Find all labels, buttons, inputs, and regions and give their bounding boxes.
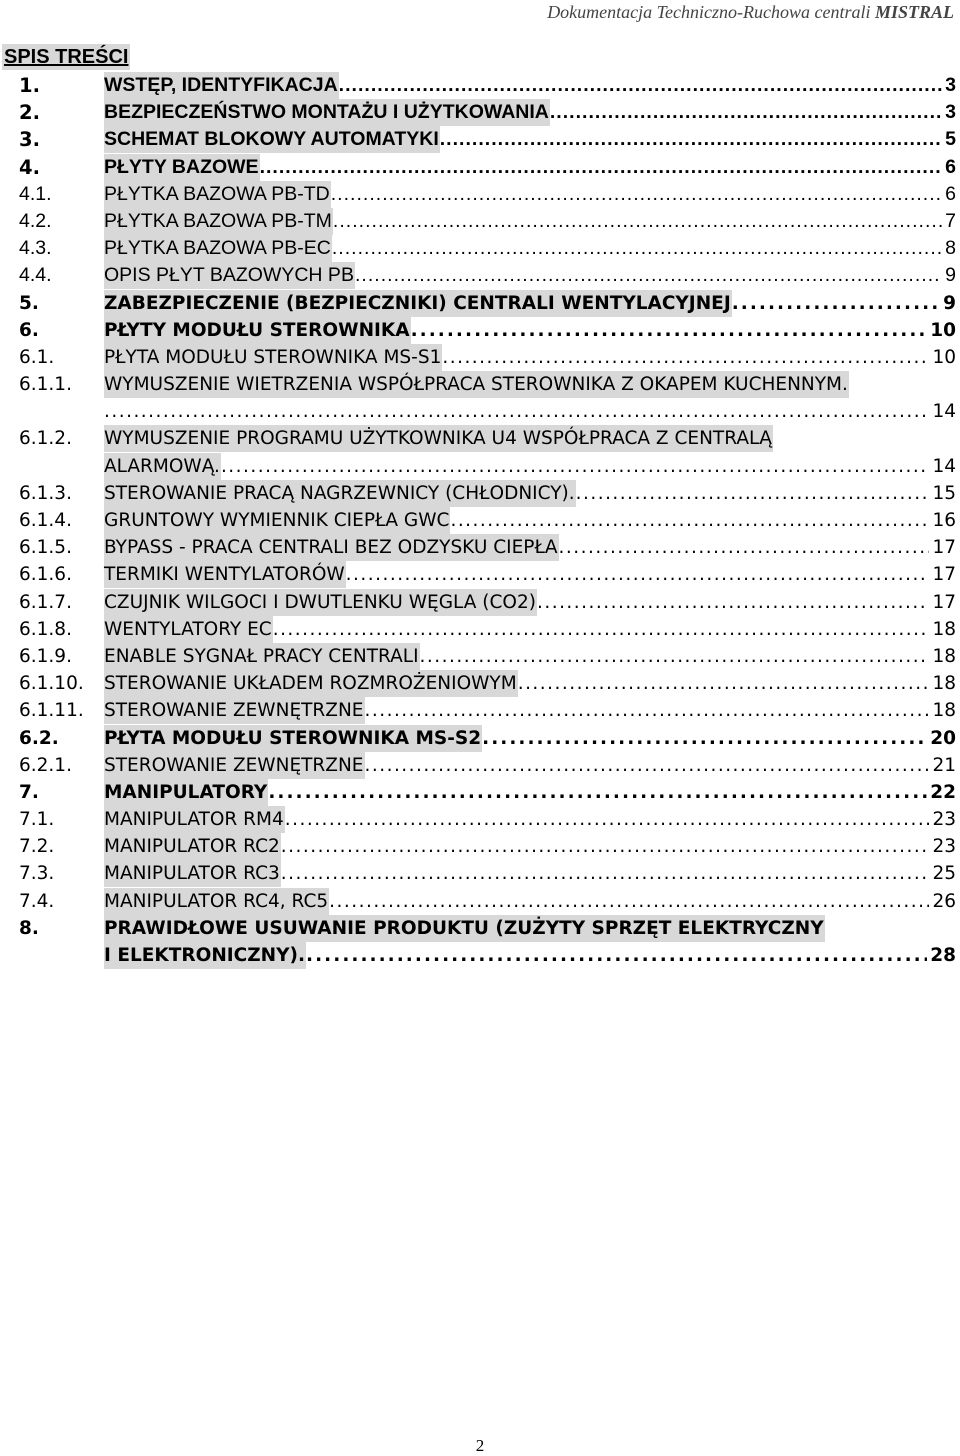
toc-entry-text — [104, 99, 956, 126]
toc-entry-text — [104, 262, 956, 289]
toc-entry-page: 3 — [945, 101, 956, 124]
toc-entry-page: 17 — [932, 591, 956, 613]
toc-entry-text — [104, 425, 956, 452]
toc-entry-page: 15 — [932, 482, 956, 504]
toc-dot-leader — [268, 779, 927, 806]
toc-entry-label: WSTĘP, IDENTYFIKACJA — [104, 72, 339, 99]
toc-entry-text — [104, 833, 956, 860]
toc-entry-page: 8 — [945, 237, 956, 260]
toc-entry-label: SCHEMAT BLOKOWY AUTOMATYKI — [104, 126, 440, 153]
toc-entry[interactable] — [0, 371, 960, 398]
toc-entry-text — [104, 860, 956, 887]
toc-entry-page: 14 — [932, 455, 956, 477]
toc-entry-number: 6.1.11. — [19, 700, 84, 722]
toc-entry-text — [104, 507, 956, 534]
table-of-contents — [0, 72, 960, 969]
toc-entry-number: 6.1.7. — [19, 591, 72, 613]
header-prefix: Dokumentacja Techniczno-Ruchowa centrali — [547, 2, 875, 22]
toc-entry-number: 6. — [19, 319, 39, 341]
toc-entry-text — [104, 806, 956, 833]
toc-entry-number: 6.1.10. — [19, 673, 84, 695]
toc-entry-text — [104, 72, 956, 99]
toc-entry-label: STEROWANIE PRACĄ NAGRZEWNICY (CHŁODNICY). — [104, 480, 576, 507]
toc-entry-label: ZABEZPIECZENIE (BEZPIECZNIKI) CENTRALI WENTYLACYJNEJ — [104, 290, 732, 317]
toc-entry-label: MANIPULATOR RC4, RC5 — [104, 888, 329, 915]
toc-entry-label: PŁYTKA BAZOWA PB-EC — [104, 235, 332, 262]
toc-entry-continuation[interactable] — [0, 453, 960, 480]
toc-entry-text — [104, 616, 956, 643]
toc-entry-page: 21 — [932, 754, 956, 776]
toc-entry-page: 23 — [932, 809, 956, 831]
toc-dot-leader — [104, 398, 929, 425]
toc-entry[interactable] — [0, 126, 960, 153]
toc-entry-label: PŁYTY BAZOWE — [104, 154, 260, 181]
toc-entry[interactable] — [0, 888, 960, 915]
toc-entry[interactable] — [0, 915, 960, 942]
toc-entry-page: 16 — [932, 510, 956, 531]
toc-entry-number: 6.1.8. — [19, 618, 72, 640]
toc-entry-page: 6 — [945, 155, 956, 178]
toc-entry-text — [104, 126, 956, 153]
toc-entry-page: 7 — [945, 209, 956, 232]
toc-entry[interactable] — [0, 99, 960, 126]
toc-dot-leader — [331, 181, 942, 208]
toc-entry-text — [104, 480, 956, 507]
page-number: 2 — [475, 1436, 485, 1455]
toc-entry-label: PŁYTA MODUŁU STEROWNIKA MS-S1 — [104, 344, 442, 371]
toc-entry-number: 8. — [19, 917, 39, 939]
toc-entry-text — [104, 779, 956, 806]
toc-entry-number: 7.2. — [19, 836, 55, 858]
toc-dot-leader — [537, 589, 929, 616]
toc-entry-text — [104, 670, 956, 697]
toc-entry-number: 7.1. — [19, 809, 55, 831]
toc-entry-page: 9 — [943, 292, 956, 314]
toc-entry-text — [104, 888, 956, 915]
toc-entry-text — [104, 752, 956, 779]
toc-entry-text — [104, 290, 956, 317]
toc-dot-leader — [518, 670, 930, 697]
toc-dot-leader — [333, 208, 942, 235]
toc-dot-leader — [281, 860, 930, 887]
toc-entry-text — [104, 725, 956, 752]
toc-entry-label-continuation: I ELEKTRONICZNY). — [104, 942, 306, 969]
toc-entry[interactable] — [0, 860, 960, 887]
toc-entry[interactable] — [0, 643, 960, 670]
toc-dot-leader — [550, 99, 942, 126]
toc-entry-text — [104, 235, 956, 262]
toc-entry-number: 7.3. — [19, 863, 55, 885]
toc-entry-page: 17 — [932, 537, 956, 559]
toc-entry-page: 3 — [945, 74, 956, 96]
toc-dot-leader — [482, 725, 927, 752]
toc-entry-page: 17 — [932, 564, 956, 586]
toc-entry-number: 6.1.9. — [19, 645, 72, 667]
toc-dot-leader — [221, 453, 930, 480]
toc-entry-number: 6.2. — [19, 727, 59, 749]
toc-entry[interactable] — [0, 752, 960, 779]
toc-entry-label-continuation: ALARMOWĄ. — [104, 453, 221, 480]
toc-dot-leader — [442, 344, 929, 371]
toc-entry-text — [104, 942, 956, 969]
toc-entry-number: 7.4. — [19, 890, 55, 912]
toc-entry-number: 4.4. — [19, 264, 52, 287]
toc-entry-text — [104, 317, 956, 344]
toc-dot-leader — [450, 507, 929, 534]
toc-entry-page: 28 — [930, 945, 956, 966]
toc-entry-page: 23 — [932, 836, 956, 858]
toc-entry[interactable] — [0, 317, 960, 344]
toc-entry[interactable] — [0, 290, 960, 317]
toc-entry[interactable] — [0, 833, 960, 860]
toc-entry-label: PŁYTKA BAZOWA PB-TD — [104, 181, 331, 208]
toc-entry-label: TERMIKI WENTYLATORÓW — [104, 561, 346, 588]
toc-entry-label: STEROWANIE ZEWNĘTRZNE — [104, 752, 365, 779]
toc-entry-number: 4. — [19, 155, 40, 179]
toc-entry-page: 6 — [945, 182, 956, 205]
toc-entry-label: MANIPULATORY — [104, 779, 268, 806]
toc-entry[interactable] — [0, 72, 960, 99]
toc-entry-label: CZUJNIK WILGOCI I DWUTLENKU WĘGLA (CO2) — [104, 589, 537, 616]
toc-entry-number: 7. — [19, 781, 39, 803]
toc-entry-page: 18 — [932, 673, 956, 695]
toc-entry-number: 2. — [19, 101, 40, 125]
toc-entry-page: 10 — [930, 319, 956, 341]
toc-entry-text — [104, 371, 956, 398]
toc-entry[interactable] — [0, 725, 960, 752]
toc-entry-label: MANIPULATOR RM4 — [104, 806, 285, 833]
toc-dot-leader — [420, 643, 930, 670]
toc-entry[interactable] — [0, 208, 960, 235]
toc-entry-page: 10 — [932, 346, 956, 368]
toc-entry-number: 6.1. — [19, 346, 55, 368]
toc-entry-text — [104, 534, 956, 561]
toc-dot-leader — [273, 616, 930, 643]
toc-entry-label: OPIS PŁYT BAZOWYCH PB — [104, 262, 355, 289]
toc-entry-continuation[interactable] — [0, 942, 960, 969]
toc-dot-leader — [732, 290, 940, 317]
toc-entry-label: WYMUSZENIE WIETRZENIA WSPÓŁPRACA STEROWNIKA Z OKAPEM KUCHENNYM. — [104, 371, 849, 398]
toc-entry-label: PŁYTA MODUŁU STEROWNIKA MS-S2 — [104, 725, 482, 752]
toc-entry-page: 14 — [932, 401, 956, 423]
toc-entry-label: WENTYLATORY EC — [104, 616, 273, 643]
toc-entry-text — [104, 697, 956, 724]
toc-entry-label: PRAWIDŁOWE USUWANIE PRODUKTU (ZUŻYTY SPRZĘT ELEKTRYCZNY — [104, 915, 825, 942]
toc-entry-page: 5 — [945, 128, 956, 151]
toc-entry-number: 6.1.4. — [19, 510, 72, 531]
toc-dot-leader — [365, 697, 930, 724]
toc-dot-leader — [260, 154, 943, 181]
toc-entry-text — [104, 154, 956, 181]
toc-entry-page: 25 — [932, 863, 956, 885]
toc-entry[interactable] — [0, 806, 960, 833]
toc-entry-number: 6.1.2. — [19, 428, 72, 450]
toc-dot-leader — [329, 888, 929, 915]
toc-entry-page: 18 — [932, 618, 956, 640]
document-header — [547, 2, 954, 23]
toc-entry-text — [104, 344, 956, 371]
toc-entry-text — [104, 561, 956, 588]
toc-entry[interactable] — [0, 480, 960, 507]
toc-entry[interactable] — [0, 670, 960, 697]
toc-entry[interactable] — [0, 425, 960, 452]
toc-dot-leader — [332, 235, 942, 262]
toc-dot-leader — [440, 126, 942, 153]
toc-entry[interactable] — [0, 534, 960, 561]
header-brand: MISTRAL — [874, 2, 954, 22]
toc-entry-label: MANIPULATOR RC3 — [104, 860, 281, 887]
toc-entry-page: 20 — [930, 727, 956, 749]
toc-dot-leader — [306, 942, 927, 969]
toc-entry-label: STEROWANIE ZEWNĘTRZNE — [104, 697, 365, 724]
toc-entry-text — [104, 643, 956, 670]
toc-entry-continuation[interactable] — [0, 398, 960, 425]
toc-entry-number: 5. — [19, 292, 39, 314]
toc-entry-text — [104, 208, 956, 235]
toc-entry-label: WYMUSZENIE PROGRAMU UŻYTKOWNIKA U4 WSPÓŁPRACA Z CENTRALĄ — [104, 425, 773, 452]
toc-entry-label: PŁYTKA BAZOWA PB-TM — [104, 208, 333, 235]
toc-entry[interactable] — [0, 779, 960, 806]
toc-entry[interactable] — [0, 154, 960, 181]
toc-entry[interactable] — [0, 561, 960, 588]
toc-entry[interactable] — [0, 262, 960, 289]
toc-dot-leader — [346, 561, 930, 588]
toc-entry-label: PŁYTY MODUŁU STEROWNIKA — [104, 317, 411, 344]
toc-entry-text — [104, 589, 956, 616]
toc-entry-label: GRUNTOWY WYMIENNIK CIEPŁA GWC — [104, 507, 450, 534]
toc-entry-number: 4.3. — [19, 237, 52, 260]
toc-entry-number: 6.1.3. — [19, 482, 72, 504]
toc-entry[interactable] — [0, 616, 960, 643]
toc-dot-leader — [355, 262, 942, 289]
toc-entry-page: 9 — [945, 264, 956, 287]
toc-entry[interactable] — [0, 507, 960, 534]
toc-entry-text — [104, 398, 956, 425]
toc-entry-text — [104, 181, 956, 208]
toc-entry[interactable] — [0, 589, 960, 616]
toc-dot-leader — [365, 752, 930, 779]
toc-entry-page: 26 — [932, 890, 956, 912]
toc-entry-number: 3. — [19, 128, 40, 152]
toc-entry-number: 1. — [19, 74, 40, 97]
toc-entry-label: BEZPIECZEŃSTWO MONTAŻU I UŻYTKOWANIA — [104, 99, 550, 126]
toc-entry-label: STEROWANIE UKŁADEM ROZMROŻENIOWYM — [104, 670, 518, 697]
toc-entry-label: ENABLE SYGNAŁ PRACY CENTRALI — [104, 643, 420, 670]
toc-dot-leader — [559, 534, 930, 561]
toc-entry[interactable] — [0, 181, 960, 208]
toc-entry-number: 4.1. — [19, 182, 52, 205]
toc-entry-page: 22 — [930, 781, 956, 803]
toc-entry-number: 6.1.6. — [19, 564, 72, 586]
toc-entry-number: 6.1.5. — [19, 537, 72, 559]
toc-entry-page: 18 — [932, 645, 956, 667]
toc-entry-label: MANIPULATOR RC2 — [104, 833, 281, 860]
toc-entry-label: BYPASS - PRACA CENTRALI BEZ ODZYSKU CIEPŁA — [104, 534, 559, 561]
toc-entry-page: 18 — [932, 700, 956, 722]
toc-dot-leader — [411, 317, 928, 344]
toc-title: SPIS TREŚCI — [4, 46, 129, 68]
toc-dot-leader — [285, 806, 930, 833]
toc-dot-leader — [576, 480, 930, 507]
toc-entry-number: 6.2.1. — [19, 754, 72, 776]
toc-entry-number: 4.2. — [19, 209, 52, 232]
toc-entry[interactable] — [0, 235, 960, 262]
toc-entry-number: 6.1.1. — [19, 374, 72, 396]
toc-dot-leader — [339, 72, 942, 99]
toc-entry-text — [104, 453, 956, 480]
toc-entry[interactable] — [0, 344, 960, 371]
toc-dot-leader — [281, 833, 930, 860]
toc-entry[interactable] — [0, 697, 960, 724]
toc-entry-text — [104, 915, 956, 942]
